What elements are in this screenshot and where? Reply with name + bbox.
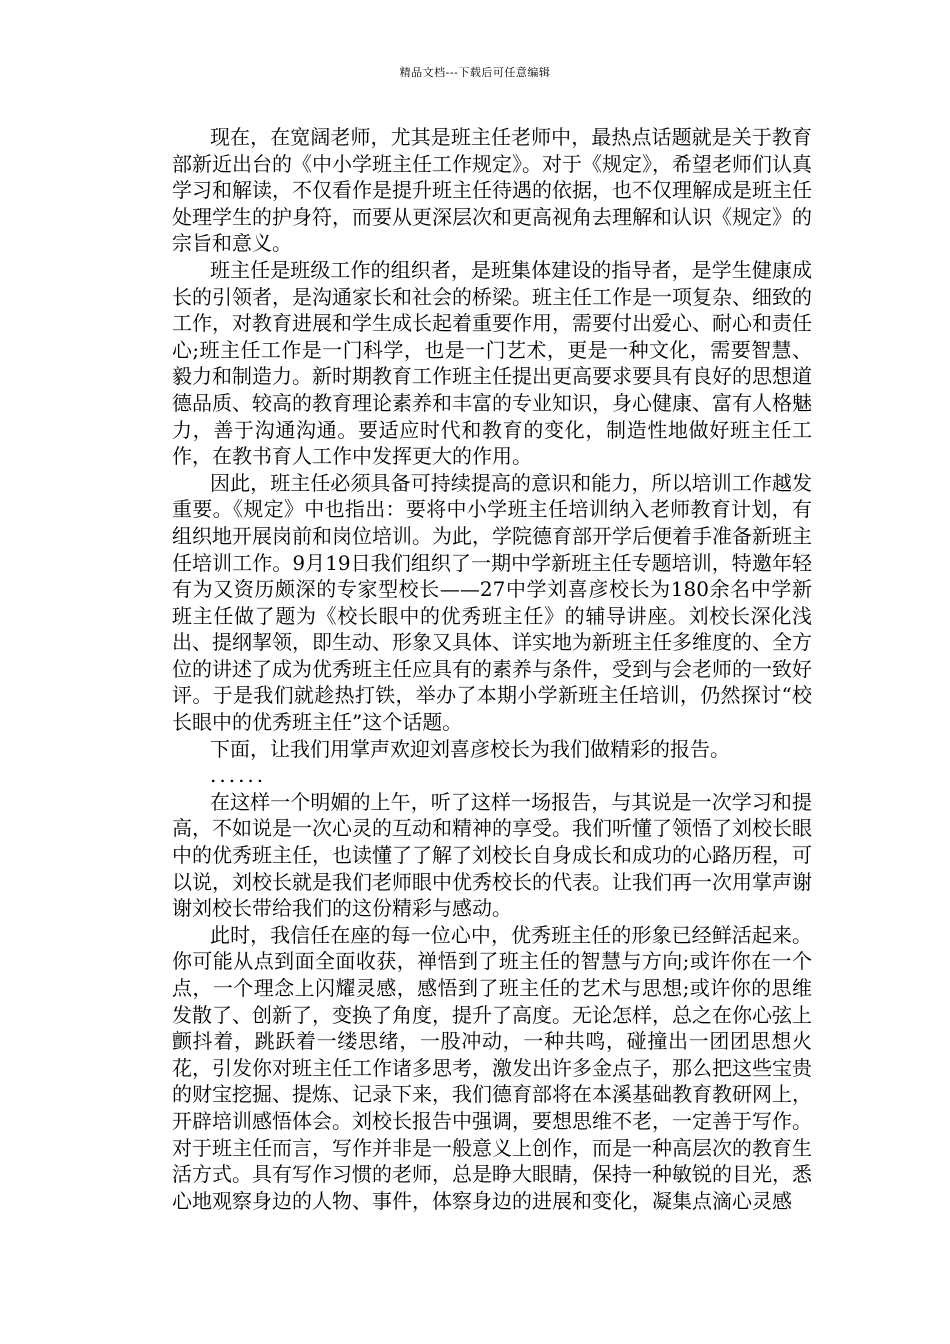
- page-header: 精品文档---下载后可任意编辑: [399, 66, 551, 79]
- paragraph-welcome: 下面，让我们用掌声欢迎刘喜彦校长为我们做精彩的报告。: [210, 736, 730, 761]
- document-body: [172, 124, 812, 1214]
- paragraph-training-background: 因此，班主任必须具备可持续提高的意识和能力，所以培训工作越发重要。《规定》中也指出：要将中小学班主任培训纳入老师教育计划，有组织地开展岗前和岗位培训。为此，学院德育部开学后便着手准备新班主任培训工作。9月19日我们组织了一期中学新班主任专题培训，特邀年轻有为又资历颇深的专家型校长——27中学刘喜彦校长为180余名中学新班主任做了题为《校长眼中的优秀班主任》的辅导讲座。刘校长深化浅出、提纲挈领，即生动、形象又具体、详实地为新班主任多维度的、全方位的讲述了成为优秀班主任应具有的素养与条件，受到与会老师的一致好评。于是我们就趁热打铁，举办了本期小学新班主任培训，仍然探讨“校长眼中的优秀班主任”这个话题。: [172, 470, 812, 735]
- paragraph-thanks: 在这样一个明媚的上午，听了这样一场报告，与其说是一次学习和提高，不如说是一次心灵的互动和精神的享受。我们听懂了领悟了刘校长眼中的优秀班主任，也读懂了了解了刘校长自身成长和成功的心路历程，可以说，刘校长就是我们老师眼中优秀校长的代表。让我们再一次用掌声谢谢刘校长带给我们的这份精彩与感动。: [172, 789, 812, 921]
- paragraph-reflection: 此时，我信任在座的每一位心中，优秀班主任的形象已经鲜活起来。你可能从点到面全面收获，禅悟到了班主任的智慧与方向;或许你在一个点，一个理念上闪耀灵感，感悟到了班主任的艺术与思想;或许你的思维发散了、创新了，变换了角度，提升了高度。无论怎样，总之在你心弦上颤抖着，跳跃着一缕思绪，一股冲动，一种共鸣，碰撞出一团团思想火花，引发你对班主任工作诸多思考，激发出许多金点子，那么把这些宝贵的财宝挖掘、提炼、记录下来，我们德育部将在本溪基础教育教研网上，开辟培训感悟体会。刘校长报告中强调，要想思维不老，一定善于写作。对于班主任而言，写作并非是一般意义上创作，而是一种高层次的教育生活方式。具有写作习惯的老师，总是睁大眼睛，保持一种敏锐的目光，悉心地观察身边的人物、事件，体察身边的进展和变化，凝集点滴心灵感: [172, 922, 812, 1213]
- paragraph-role-of-head-teacher: 班主任是班级工作的组织者，是班集体建设的指导者，是学生健康成长的引领者，是沟通家长和社会的桥梁。班主任工作是一项复杂、细致的工作，对教育进展和学生成长起着重要作用，需要付出爱心、耐心和责任心;班主任工作是一门科学，也是一门艺术，更是一种文化，需要智慧、毅力和制造力。新时期教育工作班主任提出更高要求要具有良好的思想道德品质、较高的教育理论素养和丰富的专业知识，身心健康、富有人格魅力，善于沟通沟通。要适应时代和教育的变化，制造性地做好班主任工作，在教书育人工作中发挥更大的作用。: [172, 257, 812, 469]
- paragraph-ellipsis: ......: [210, 763, 267, 788]
- paragraph-opening: 现在，在宽阔老师，尤其是班主任老师中，最热点话题就是关于教育部新近出台的《中小学班主任工作规定》。对于《规定》，希望老师们认真学习和解读，不仅看作是提升班主任待遇的依据，也不仅理解成是班主任处理学生的护身符，而要从更深层次和更高视角去理解和认识《规定》的宗旨和意义。: [172, 125, 812, 256]
